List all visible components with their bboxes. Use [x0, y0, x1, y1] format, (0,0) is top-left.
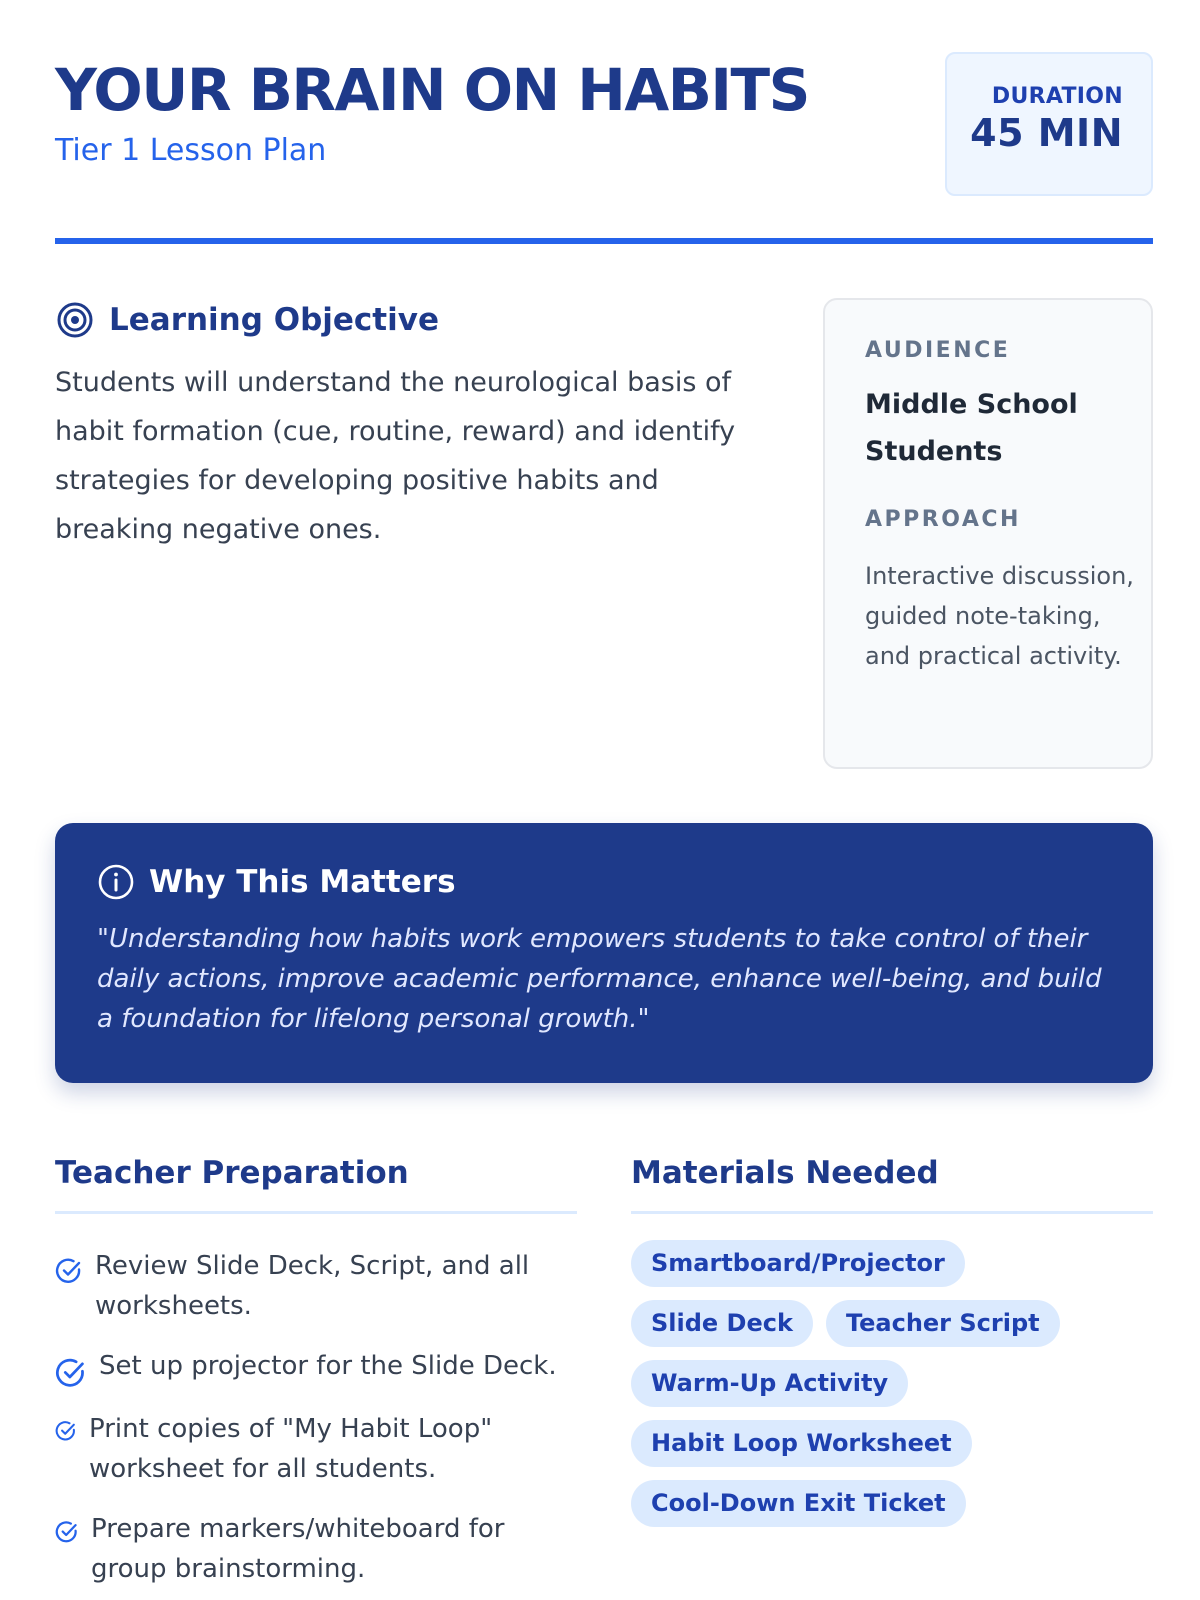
material-tag: Slide Deck — [631, 1300, 813, 1347]
teacher-preparation-section — [55, 1155, 577, 1600]
list-item — [55, 1409, 577, 1489]
page-subtitle: Tier 1 Lesson Plan — [55, 133, 327, 168]
materials-needed-section — [631, 1155, 1153, 1540]
material-tag: Teacher Script — [826, 1300, 1060, 1347]
list-item — [55, 1509, 577, 1589]
teacher-preparation-heading: Teacher Preparation — [55, 1155, 577, 1214]
prep-item-text: Prepare markers/whiteboard for group brainstorming. — [91, 1514, 505, 1584]
duration-value: 45 MIN — [970, 111, 1123, 155]
why-this-matters-heading — [97, 863, 1113, 901]
audience-label: AUDIENCE — [865, 338, 1011, 363]
check-circle-icon — [55, 1357, 87, 1389]
header-divider — [55, 238, 1153, 244]
duration-box — [945, 52, 1153, 196]
learning-objective-text: Students will understand the neurological basis of habit formation (cue, routine, reward) and identify strategies for developing positive habits and breaking negative ones. — [55, 367, 736, 545]
target-icon — [55, 300, 95, 340]
teacher-preparation-list — [55, 1246, 577, 1589]
material-tag: Cool-Down Exit Ticket — [631, 1480, 966, 1527]
learning-objective-title: Learning Objective — [109, 302, 439, 338]
materials-tag-list — [631, 1240, 1111, 1540]
check-circle-icon — [55, 1257, 83, 1285]
learning-objective-section — [55, 300, 775, 554]
audience-approach-card — [823, 298, 1153, 769]
approach-value: Interactive discussion, guided note-taking, and practical activity. — [865, 562, 1134, 670]
check-circle-icon — [55, 1420, 77, 1442]
header — [55, 52, 1153, 202]
list-item — [55, 1246, 577, 1326]
list-item — [55, 1346, 577, 1389]
materials-needed-heading: Materials Needed — [631, 1155, 1153, 1214]
why-this-matters-quote: "Understanding how habits work empowers students to take control of their daily actions, improve academic performance, enhance well-being, and build a foundation for lifelong personal growth." — [97, 924, 1102, 1034]
duration-label: DURATION — [991, 84, 1123, 109]
check-circle-icon — [55, 1520, 79, 1544]
prep-item-text: Review Slide Deck, Script, and all worksheets. — [95, 1251, 530, 1321]
why-this-matters-title: Why This Matters — [149, 864, 456, 900]
audience-value: Middle School Students — [865, 389, 1078, 467]
material-tag: Smartboard/Projector — [631, 1240, 965, 1287]
approach-label: APPROACH — [865, 507, 1021, 532]
learning-objective-heading — [55, 300, 775, 340]
page-title: YOUR BRAIN ON HABITS — [55, 56, 809, 124]
prep-item-text: Print copies of "My Habit Loop" worksheet for all students. — [89, 1414, 493, 1484]
material-tag: Warm-Up Activity — [631, 1360, 908, 1407]
prep-item-text: Set up projector for the Slide Deck. — [99, 1351, 557, 1381]
material-tag: Habit Loop Worksheet — [631, 1420, 972, 1467]
info-icon — [97, 863, 135, 901]
why-this-matters-card — [55, 823, 1153, 1083]
